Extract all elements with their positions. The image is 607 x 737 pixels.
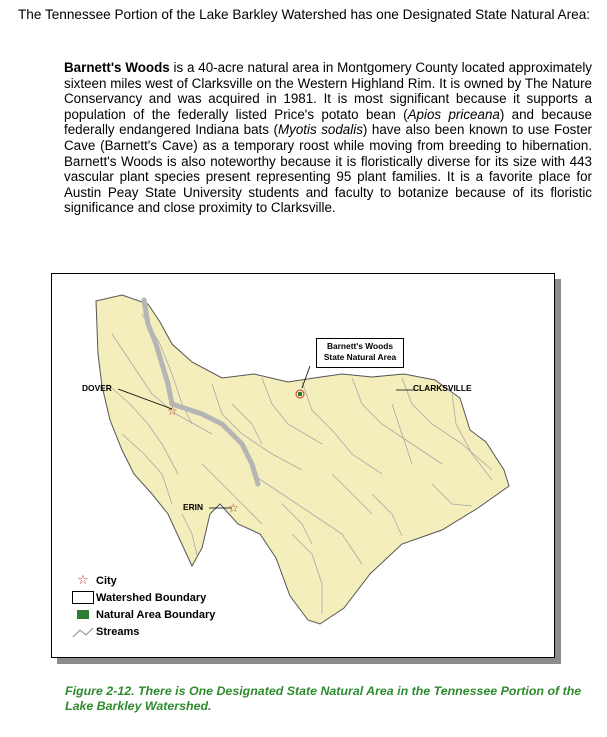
dover-label: DOVER xyxy=(82,383,112,393)
erin-star-icon: ☆ xyxy=(228,501,239,515)
intro-text: The Tennessee Portion of the Lake Barkley Watershed has one Designated State Natural Area: xyxy=(18,7,591,22)
legend-streams-label: Streams xyxy=(96,625,140,638)
legend-item-natural-area xyxy=(70,606,215,623)
natural-area-description xyxy=(64,60,592,216)
para-text-2: ) and because federally endangered Indiana bats ( xyxy=(64,106,592,138)
natural-area-boundary xyxy=(298,392,302,396)
legend-city-label: City xyxy=(96,574,117,587)
species-name-potato-bean: Apios priceana xyxy=(407,106,500,122)
figure-caption: Figure 2-12. There is One Designated State Natural Area in the Tennessee Portion of the Lake Barkley Watershed. xyxy=(65,684,582,713)
dover-star-icon: ☆ xyxy=(167,404,178,418)
watershed-boundary-icon xyxy=(70,591,96,604)
natural-area-callout xyxy=(316,338,404,368)
erin-label: ERIN xyxy=(183,502,204,512)
legend-watershed-label: Watershed Boundary xyxy=(96,591,207,604)
legend-item-streams xyxy=(70,623,215,640)
streams-icon xyxy=(70,626,96,638)
star-icon: ☆ xyxy=(77,573,89,588)
callout-line-1: Barnett's Woods xyxy=(326,341,394,351)
legend-item-city xyxy=(70,572,215,589)
clarksville-label: CLARKSVILLE xyxy=(413,383,472,393)
legend-natural-area-label: Natural Area Boundary xyxy=(96,608,216,621)
species-name-indiana-bat: Myotis sodalis xyxy=(277,122,363,138)
legend-item-watershed xyxy=(70,589,215,606)
natural-area-name: Barnett's Woods xyxy=(64,60,170,75)
natural-area-boundary-icon xyxy=(70,610,96,619)
callout-line-2: State Natural Area xyxy=(323,352,397,362)
para-text-3: ) have also been known to use Foster Cave (Barnett's Cave) as a temporary roost while moving from breeding to hibernation. Barnett's Woods is also noteworthy because it is floristically diverse for its size with 443 vascular plant species present representing 95 plant families. It is a favorite place for Austin Peay State University students and faculty to botanize because of its floristic significance and close proximity to Clarksville. xyxy=(64,122,592,216)
para-text-1: is a 40-acre natural area in Montgomery County located approximately sixteen miles west of Clarksville on the Western Highland Rim. It is owned by The Nature Conservancy and was acquired in 1981. It is most significant because it supports a population of the federally listed Price's potato bean ( xyxy=(64,60,593,122)
map-legend xyxy=(70,572,215,640)
